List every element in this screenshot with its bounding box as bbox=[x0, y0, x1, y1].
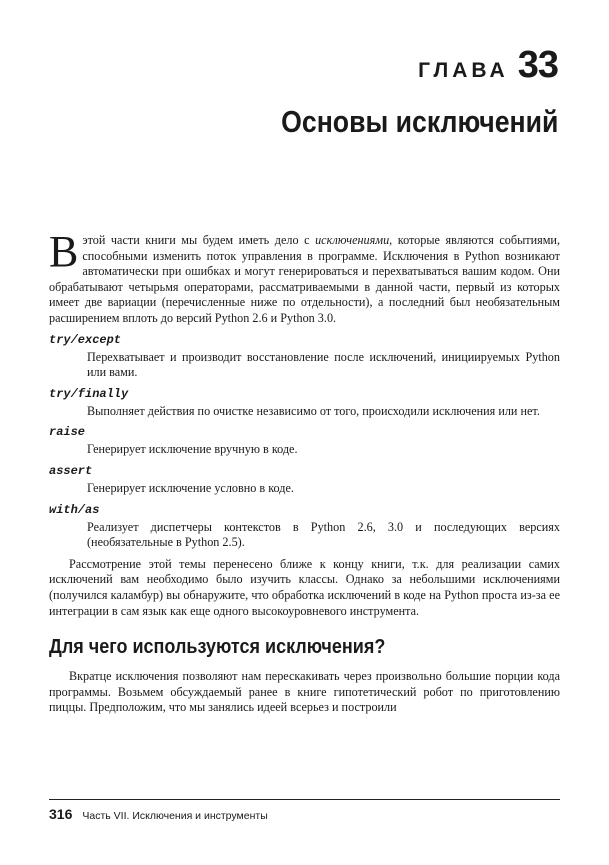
running-title: Часть VII. Исключения и инструменты bbox=[82, 810, 268, 822]
statement-term: try/except bbox=[49, 332, 122, 347]
statement-term: raise bbox=[49, 425, 86, 440]
page-number: 316 bbox=[49, 806, 73, 822]
chapter-title: Основы исключений bbox=[280, 104, 558, 139]
statement-description: Выполняет действия по очистке независимо от того, происходили исключения или нет. bbox=[87, 403, 540, 418]
statement-list bbox=[49, 333, 560, 551]
page-footer bbox=[49, 806, 268, 822]
statement-item bbox=[49, 503, 560, 551]
statement-term: try/finally bbox=[49, 386, 129, 401]
chapter-header bbox=[418, 44, 558, 87]
statement-term: with/as bbox=[49, 502, 100, 517]
statement-description: Реализует диспетчеры контекстов в Python 2.6, 3.0 и последующих версиях (необязательные в Python 2.5). bbox=[87, 519, 560, 550]
statement-description: Генерирует исключение условно в коде. bbox=[87, 480, 294, 495]
statement-item bbox=[49, 425, 560, 458]
section-heading: Для чего используются исключения? bbox=[49, 636, 386, 659]
statement-term: assert bbox=[49, 463, 93, 478]
statement-description: Генерирует исключение вручную в коде. bbox=[87, 442, 298, 457]
chapter-number: 33 bbox=[517, 44, 558, 86]
statement-item bbox=[49, 333, 560, 381]
statement-item bbox=[49, 464, 560, 497]
intro-text-after: , которые являются событиями, способными изменить поток управления в программе. Исключения в Python возникают автоматически при ошибках и могут генерироваться и перехватываться вашим кодом. Они обрабатывают четырьмя операторами, рассматриваемыми в данной части, первый из которых имеет две вариации (перечисленные ниже по отдельности), а последний был необязательным расширением вплоть до версий Python 2.6 и Python 3.0. bbox=[49, 233, 560, 325]
body-text bbox=[49, 227, 560, 716]
drop-cap: В bbox=[49, 227, 79, 276]
chapter-label: ГЛАВА bbox=[418, 59, 509, 82]
intro-text-before: этой части книги мы будем иметь дело с bbox=[82, 233, 316, 247]
statement-item bbox=[49, 387, 560, 420]
intro-emphasis: исключениями bbox=[315, 233, 390, 247]
statement-description: Перехватывает и производит восстановление после исключений, инициируемых Python или вами. bbox=[87, 349, 560, 380]
footer-divider bbox=[49, 799, 560, 800]
paragraph-after-list: Рассмотрение этой темы перенесено ближе к концу книги, т.к. для реализации самих исключений вам необходимо было изучить классы. Однако за небольшими исключениями (получился каламбур) вы обнаружите, что обработка исключений в коде на Python проста из-за ее интеграции в сам язык как еще одного высокоуровневого инструмента. bbox=[49, 556, 560, 618]
section-paragraph: Вкратце исключения позволяют нам перескакивать через произвольно большие порции кода программы. Возьмем обсуждаемый ранее в книге гипотетический робот по приготовлению пиццы. Предположим, что мы занялись идеей всерьез и построили bbox=[49, 669, 560, 715]
intro-paragraph bbox=[49, 227, 560, 327]
